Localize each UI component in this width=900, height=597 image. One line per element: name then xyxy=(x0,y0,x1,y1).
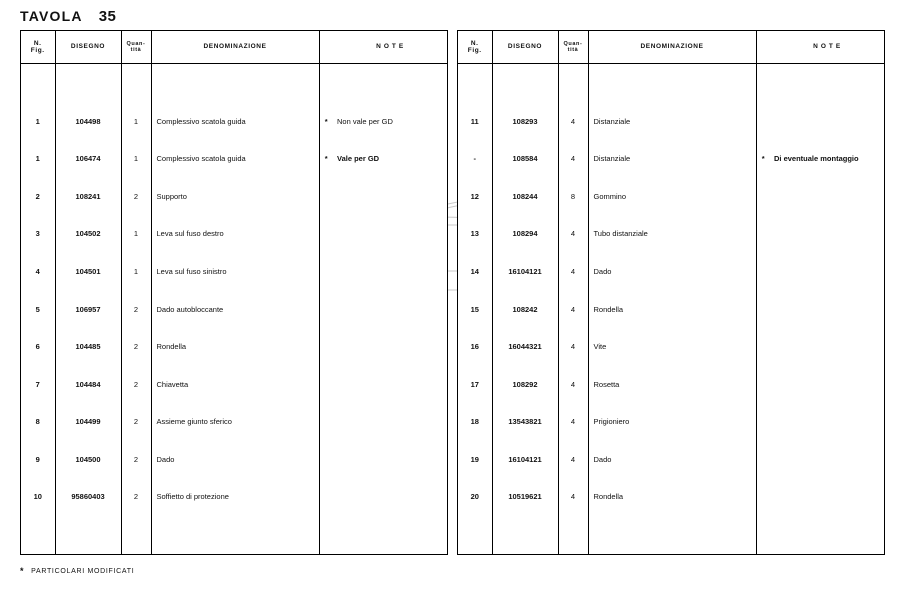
cell-denominazione: Complessivo scatola guida xyxy=(151,141,319,179)
cell-fig: 1 xyxy=(21,103,55,141)
cell-note xyxy=(770,216,884,254)
cell-fig: 2 xyxy=(21,178,55,216)
table-row xyxy=(458,178,884,216)
cell-fig: - xyxy=(458,141,492,179)
cell-quantita: 2 xyxy=(121,479,151,517)
cell-denominazione: Rondella xyxy=(151,328,319,366)
table-row xyxy=(458,441,884,479)
cell-note xyxy=(770,103,884,141)
table-row xyxy=(458,103,884,141)
cell-disegno: 108244 xyxy=(492,178,558,216)
cell-fig: 11 xyxy=(458,103,492,141)
cell-asterisk xyxy=(319,253,333,291)
column-header-asterisk-spacer xyxy=(319,31,333,64)
cell-asterisk xyxy=(319,328,333,366)
cell-disegno: 13543821 xyxy=(492,404,558,442)
cell-denominazione: Tubo distanziale xyxy=(588,216,756,254)
table-row xyxy=(458,291,884,329)
cell-fig: 19 xyxy=(458,441,492,479)
cell-denominazione: Rondella xyxy=(588,291,756,329)
cell-fig: 12 xyxy=(458,178,492,216)
cell-asterisk xyxy=(756,291,770,329)
cell-asterisk xyxy=(319,404,333,442)
cell-quantita: 2 xyxy=(121,328,151,366)
cell-note: Non vale per GD xyxy=(337,116,393,126)
cell-fig: 7 xyxy=(21,366,55,404)
cell-note xyxy=(770,366,884,404)
table-row xyxy=(21,103,447,141)
cell-fig: 15 xyxy=(458,291,492,329)
table-row xyxy=(21,441,447,479)
cell-fig: 8 xyxy=(21,404,55,442)
cell-disegno: 95860403 xyxy=(55,479,121,517)
cell-quantita: 4 xyxy=(558,253,588,291)
cell-denominazione: Distanziale xyxy=(588,141,756,179)
cell-disegno: 104501 xyxy=(55,253,121,291)
cell-note xyxy=(333,404,447,442)
cell-asterisk xyxy=(319,291,333,329)
cell-disegno: 104500 xyxy=(55,441,121,479)
parts-table-right xyxy=(457,30,885,555)
cell-denominazione: Gommino xyxy=(588,178,756,216)
column-header-disegno: DISEGNO xyxy=(55,31,121,64)
cell-fig: 14 xyxy=(458,253,492,291)
cell-disegno: 104498 xyxy=(55,103,121,141)
table-row xyxy=(21,328,447,366)
cell-quantita: 2 xyxy=(121,404,151,442)
cell-note xyxy=(333,253,447,291)
cell-fig: 5 xyxy=(21,291,55,329)
cell-asterisk xyxy=(756,216,770,254)
cell-fig: 9 xyxy=(21,441,55,479)
cell-denominazione: Chiavetta xyxy=(151,366,319,404)
cell-quantita: 1 xyxy=(121,216,151,254)
cell-disegno: 104485 xyxy=(55,328,121,366)
cell-quantita: 4 xyxy=(558,141,588,179)
footnote-asterisk: * xyxy=(20,566,25,576)
cell-asterisk xyxy=(319,178,333,216)
cell-denominazione: Rondella xyxy=(588,479,756,517)
cell-disegno: 108292 xyxy=(492,366,558,404)
cell-denominazione: Complessivo scatola guida xyxy=(151,103,319,141)
cell-note xyxy=(770,479,884,517)
cell-asterisk xyxy=(756,441,770,479)
cell-asterisk xyxy=(756,103,770,141)
cell-denominazione: Distanziale xyxy=(588,103,756,141)
table-row xyxy=(21,216,447,254)
table-row xyxy=(458,64,884,103)
cell-disegno: 104499 xyxy=(55,404,121,442)
parts-table-right-grid xyxy=(458,31,884,554)
cell-denominazione: Dado xyxy=(151,441,319,479)
cell-quantita: 2 xyxy=(121,441,151,479)
cell-asterisk xyxy=(319,216,333,254)
column-header-quantita-line1: Quan- xyxy=(126,40,146,47)
cell-quantita: 4 xyxy=(558,291,588,329)
cell-quantita: 2 xyxy=(121,366,151,404)
column-header-fig-line2: Fig. xyxy=(467,47,482,54)
cell-quantita: 4 xyxy=(558,366,588,404)
cell-asterisk xyxy=(319,366,333,404)
table-empty-area xyxy=(21,516,447,554)
cell-disegno: 104484 xyxy=(55,366,121,404)
table-row xyxy=(21,366,447,404)
column-header-fig-line1: N. xyxy=(33,39,42,47)
tavola-number: 35 xyxy=(98,8,117,25)
cell-quantita: 4 xyxy=(558,441,588,479)
cell-denominazione: Vite xyxy=(588,328,756,366)
cell-quantita: 4 xyxy=(558,216,588,254)
column-header-note: N O T E xyxy=(770,31,884,64)
column-header-disegno: DISEGNO xyxy=(492,31,558,64)
cell-quantita: 4 xyxy=(558,404,588,442)
cell-asterisk xyxy=(756,328,770,366)
cell-asterisk: * xyxy=(324,116,328,126)
cell-asterisk xyxy=(756,366,770,404)
cell-note xyxy=(770,253,884,291)
cell-note xyxy=(333,178,447,216)
cell-note xyxy=(333,441,447,479)
cell-disegno: 108294 xyxy=(492,216,558,254)
table-row xyxy=(21,253,447,291)
table-right-header xyxy=(458,31,884,64)
table-row xyxy=(21,404,447,442)
cell-denominazione: Leva sul fuso sinistro xyxy=(151,253,319,291)
table-left-header xyxy=(21,31,447,64)
cell-quantita: 4 xyxy=(558,103,588,141)
table-empty-area xyxy=(458,516,884,554)
page-footer xyxy=(20,567,134,576)
cell-asterisk xyxy=(756,253,770,291)
cell-fig: 3 xyxy=(21,216,55,254)
table-left-body xyxy=(21,64,447,555)
cell-asterisk: * xyxy=(324,154,328,164)
cell-note xyxy=(333,479,447,517)
cell-quantita: 1 xyxy=(121,141,151,179)
cell-denominazione: Supporto xyxy=(151,178,319,216)
parts-table-left-grid xyxy=(21,31,447,554)
cell-denominazione: Assieme giunto sferico xyxy=(151,404,319,442)
cell-disegno: 108241 xyxy=(55,178,121,216)
cell-quantita: 2 xyxy=(121,178,151,216)
cell-note xyxy=(333,366,447,404)
cell-note xyxy=(770,404,884,442)
cell-disegno: 16104121 xyxy=(492,253,558,291)
cell-asterisk xyxy=(756,479,770,517)
cell-note xyxy=(333,328,447,366)
cell-fig: 18 xyxy=(458,404,492,442)
cell-asterisk: * xyxy=(761,154,765,164)
page-header xyxy=(20,8,116,25)
column-header-fig xyxy=(458,31,492,64)
column-header-fig-line1: N. xyxy=(470,39,479,47)
table-row xyxy=(458,253,884,291)
cell-disegno: 106957 xyxy=(55,291,121,329)
cell-note: Di eventuale montaggio xyxy=(774,154,859,164)
cell-quantita: 2 xyxy=(121,291,151,329)
table-row xyxy=(21,64,447,103)
cell-denominazione: Leva sul fuso destro xyxy=(151,216,319,254)
cell-fig: 6 xyxy=(21,328,55,366)
column-header-quantita-line2: tità xyxy=(130,47,142,53)
parts-table-left xyxy=(20,30,448,555)
column-header-fig-line2: Fig. xyxy=(30,47,45,54)
column-header-fig xyxy=(21,31,55,64)
cell-fig: 4 xyxy=(21,253,55,291)
column-header-quantita xyxy=(121,31,151,64)
cell-disegno: 108584 xyxy=(492,141,558,179)
cell-asterisk xyxy=(319,479,333,517)
column-header-asterisk-spacer xyxy=(756,31,770,64)
table-row xyxy=(458,404,884,442)
cell-quantita: 1 xyxy=(121,103,151,141)
cell-disegno: 16044321 xyxy=(492,328,558,366)
cell-quantita: 4 xyxy=(558,328,588,366)
table-row xyxy=(458,141,884,179)
cell-denominazione: Soffietto di protezione xyxy=(151,479,319,517)
cell-asterisk xyxy=(319,441,333,479)
column-header-quantita xyxy=(558,31,588,64)
cell-fig: 20 xyxy=(458,479,492,517)
column-header-denominazione: DENOMINAZIONE xyxy=(588,31,756,64)
cell-disegno: 104502 xyxy=(55,216,121,254)
cell-denominazione: Rosetta xyxy=(588,366,756,404)
column-header-note: N O T E xyxy=(333,31,447,64)
column-header-quantita-line1: Quan- xyxy=(563,40,583,47)
column-header-quantita-line2: tità xyxy=(567,47,579,53)
cell-note: Vale per GD xyxy=(337,154,380,164)
cell-denominazione: Dado autobloccante xyxy=(151,291,319,329)
cell-quantita: 4 xyxy=(558,479,588,517)
cell-note xyxy=(333,291,447,329)
cell-denominazione: Prigioniero xyxy=(588,404,756,442)
table-right-body xyxy=(458,64,884,555)
cell-asterisk xyxy=(756,178,770,216)
table-row xyxy=(21,141,447,179)
table-row xyxy=(21,178,447,216)
cell-quantita: 8 xyxy=(558,178,588,216)
cell-fig: 13 xyxy=(458,216,492,254)
cell-denominazione: Dado xyxy=(588,441,756,479)
cell-disegno: 106474 xyxy=(55,141,121,179)
cell-note xyxy=(770,291,884,329)
cell-disegno: 108293 xyxy=(492,103,558,141)
cell-note xyxy=(770,328,884,366)
cell-note xyxy=(333,216,447,254)
cell-note xyxy=(770,441,884,479)
table-row xyxy=(21,291,447,329)
table-row xyxy=(458,216,884,254)
table-row xyxy=(458,328,884,366)
table-row xyxy=(458,366,884,404)
cell-fig: 10 xyxy=(21,479,55,517)
cell-disegno: 10519621 xyxy=(492,479,558,517)
cell-disegno: 16104121 xyxy=(492,441,558,479)
column-header-denominazione: DENOMINAZIONE xyxy=(151,31,319,64)
cell-denominazione: Dado xyxy=(588,253,756,291)
cell-fig: 17 xyxy=(458,366,492,404)
table-row xyxy=(458,479,884,517)
cell-asterisk xyxy=(756,404,770,442)
cell-quantita: 1 xyxy=(121,253,151,291)
cell-fig: 1 xyxy=(21,141,55,179)
tavola-label: TAVOLA xyxy=(20,8,83,24)
table-row xyxy=(21,479,447,517)
cell-note xyxy=(770,178,884,216)
cell-fig: 16 xyxy=(458,328,492,366)
cell-disegno: 108242 xyxy=(492,291,558,329)
footnote-text: PARTICOLARI MODIFICATI xyxy=(31,568,135,575)
